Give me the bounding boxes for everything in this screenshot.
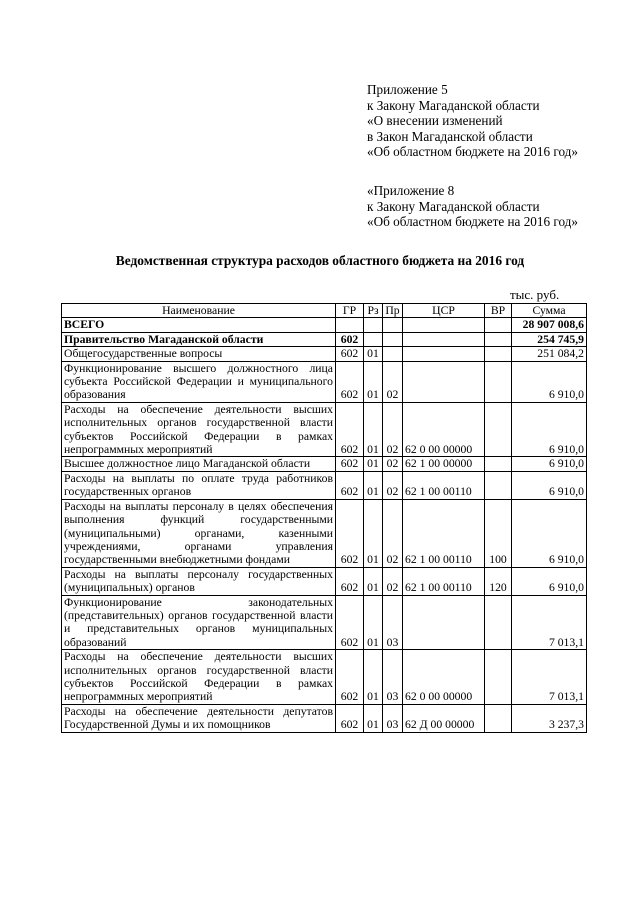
cell-name: Функционирование законодательных (представительных) органов государственной власти и представительных органов муниципальных образований — [62, 595, 336, 650]
table-row — [62, 650, 587, 705]
table-header-row — [62, 304, 587, 318]
appendix-5-line-5: «Об областном бюджете на 2016 год» — [367, 144, 578, 160]
cell-sum: 7 013,1 — [512, 595, 587, 650]
cell-rz: 01 — [364, 361, 383, 402]
appendix-8-line-3: «Об областном бюджете на 2016 год» — [367, 214, 578, 230]
cell-sum: 6 910,0 — [512, 361, 587, 402]
cell-csr: 62 1 00 00110 — [403, 471, 485, 499]
cell-name: Расходы на обеспечение деятельности высших исполнительных органов государственной власти субъектов Российской Федерации в рамках непрограммных мероприятий — [62, 650, 336, 705]
cell-pr: 02 — [383, 471, 403, 499]
cell-rz: 01 — [364, 595, 383, 650]
cell-pr: 03 — [383, 704, 403, 732]
cell-pr: 02 — [383, 567, 403, 595]
appendix-8-block — [367, 183, 578, 230]
cell-rz: 01 — [364, 347, 383, 361]
appendix-8-line-1: «Приложение 8 — [367, 183, 455, 198]
table-row — [62, 595, 587, 650]
header-vr: ВР — [485, 304, 512, 318]
cell-pr: 02 — [383, 499, 403, 567]
cell-name: Высшее должностное лицо Магаданской области — [62, 457, 336, 471]
cell-gr: 602 — [336, 347, 364, 361]
cell-rz — [364, 332, 383, 346]
cell-rz: 01 — [364, 650, 383, 705]
cell-csr: 62 0 00 00000 — [403, 402, 485, 457]
cell-name: Расходы на выплаты персоналу государственных (муниципальных) органов — [62, 567, 336, 595]
cell-name: Общегосударственные вопросы — [62, 347, 336, 361]
cell-csr — [403, 595, 485, 650]
appendix-8-line-2: к Закону Магаданской области — [367, 198, 540, 214]
appendix-5-line-2: к Закону Магаданской области — [367, 97, 540, 113]
appendix-5-line-1: Приложение 5 — [367, 82, 448, 97]
cell-vr — [485, 471, 512, 499]
cell-csr: 62 1 00 00110 — [403, 499, 485, 567]
units-label: тыс. руб. — [510, 287, 560, 302]
header-gr: ГР — [336, 304, 364, 318]
cell-sum: 6 910,0 — [512, 457, 587, 471]
appendix-5-line-4: в Закон Магаданской области — [367, 128, 533, 144]
cell-vr: 120 — [485, 567, 512, 595]
cell-rz: 01 — [364, 567, 383, 595]
appendix-5-block — [367, 82, 578, 160]
cell-vr — [485, 347, 512, 361]
cell-pr — [383, 347, 403, 361]
cell-pr: 02 — [383, 457, 403, 471]
cell-gr: 602 — [336, 650, 364, 705]
cell-gr: 602 — [336, 499, 364, 567]
table-row — [62, 471, 587, 499]
cell-pr: 03 — [383, 595, 403, 650]
cell-gr: 602 — [336, 361, 364, 402]
header-csr: ЦСР — [403, 304, 485, 318]
table-row — [62, 499, 587, 567]
cell-csr — [403, 332, 485, 346]
header-name: Наименование — [62, 304, 336, 318]
cell-name: ВСЕГО — [62, 318, 336, 332]
cell-gr: 602 — [336, 471, 364, 499]
header-rz: Рз — [364, 304, 383, 318]
cell-gr: 602 — [336, 332, 364, 346]
table-row — [62, 402, 587, 457]
budget-table — [61, 303, 587, 733]
cell-rz: 01 — [364, 499, 383, 567]
cell-csr — [403, 347, 485, 361]
cell-pr: 02 — [383, 361, 403, 402]
cell-rz — [364, 318, 383, 332]
cell-vr — [485, 318, 512, 332]
cell-gr: 602 — [336, 704, 364, 732]
cell-rz: 01 — [364, 704, 383, 732]
table-row — [62, 457, 587, 471]
cell-vr — [485, 704, 512, 732]
cell-sum: 6 910,0 — [512, 567, 587, 595]
table-row — [62, 704, 587, 732]
cell-gr: 602 — [336, 567, 364, 595]
cell-csr: 62 Д 00 00000 — [403, 704, 485, 732]
cell-name: Расходы на обеспечение деятельности высших исполнительных органов государственной власти субъектов Российской Федерации в рамках непрограммных мероприятий — [62, 402, 336, 457]
cell-name: Расходы на выплаты персоналу в целях обеспечения выполнения функций государственными (муниципальными) органами, казенными учреждениями, органами управления государственными внебюджетными фондами — [62, 499, 336, 567]
table-row — [62, 332, 587, 346]
header-pr: Пр — [383, 304, 403, 318]
cell-sum: 7 013,1 — [512, 650, 587, 705]
cell-rz: 01 — [364, 471, 383, 499]
cell-sum: 254 745,9 — [512, 332, 587, 346]
header-sum: Сумма — [512, 304, 587, 318]
cell-sum: 251 084,2 — [512, 347, 587, 361]
cell-csr — [403, 318, 485, 332]
cell-vr — [485, 402, 512, 457]
cell-name: Функционирование высшего должностного лица субъекта Российской Федерации и муниципального образования — [62, 361, 336, 402]
cell-csr: 62 1 00 00110 — [403, 567, 485, 595]
cell-vr — [485, 650, 512, 705]
cell-sum: 6 910,0 — [512, 499, 587, 567]
budget-table-body — [62, 304, 587, 733]
cell-sum: 6 910,0 — [512, 402, 587, 457]
cell-sum: 28 907 008,6 — [512, 318, 587, 332]
cell-gr: 602 — [336, 457, 364, 471]
cell-pr: 03 — [383, 650, 403, 705]
cell-gr: 602 — [336, 595, 364, 650]
cell-gr — [336, 318, 364, 332]
document-title: Ведомственная структура расходов областного бюджета на 2016 год — [115, 253, 525, 268]
cell-rz: 01 — [364, 402, 383, 457]
cell-pr — [383, 332, 403, 346]
cell-pr: 02 — [383, 402, 403, 457]
cell-vr: 100 — [485, 499, 512, 567]
cell-vr — [485, 595, 512, 650]
cell-rz: 01 — [364, 457, 383, 471]
cell-csr: 62 0 00 00000 — [403, 650, 485, 705]
cell-name: Расходы на выплаты по оплате труда работников государственных органов — [62, 471, 336, 499]
cell-vr — [485, 332, 512, 346]
cell-sum: 6 910,0 — [512, 471, 587, 499]
cell-csr: 62 1 00 00000 — [403, 457, 485, 471]
cell-vr — [485, 457, 512, 471]
cell-csr — [403, 361, 485, 402]
cell-pr — [383, 318, 403, 332]
table-row — [62, 567, 587, 595]
table-row — [62, 347, 587, 361]
appendix-5-line-3: «О внесении изменений — [367, 113, 503, 129]
cell-vr — [485, 361, 512, 402]
table-row — [62, 361, 587, 402]
table-row — [62, 318, 587, 332]
cell-sum: 3 237,3 — [512, 704, 587, 732]
cell-name: Расходы на обеспечение деятельности депутатов Государственной Думы и их помощников — [62, 704, 336, 732]
cell-gr: 602 — [336, 402, 364, 457]
cell-name: Правительство Магаданской области — [62, 332, 336, 346]
